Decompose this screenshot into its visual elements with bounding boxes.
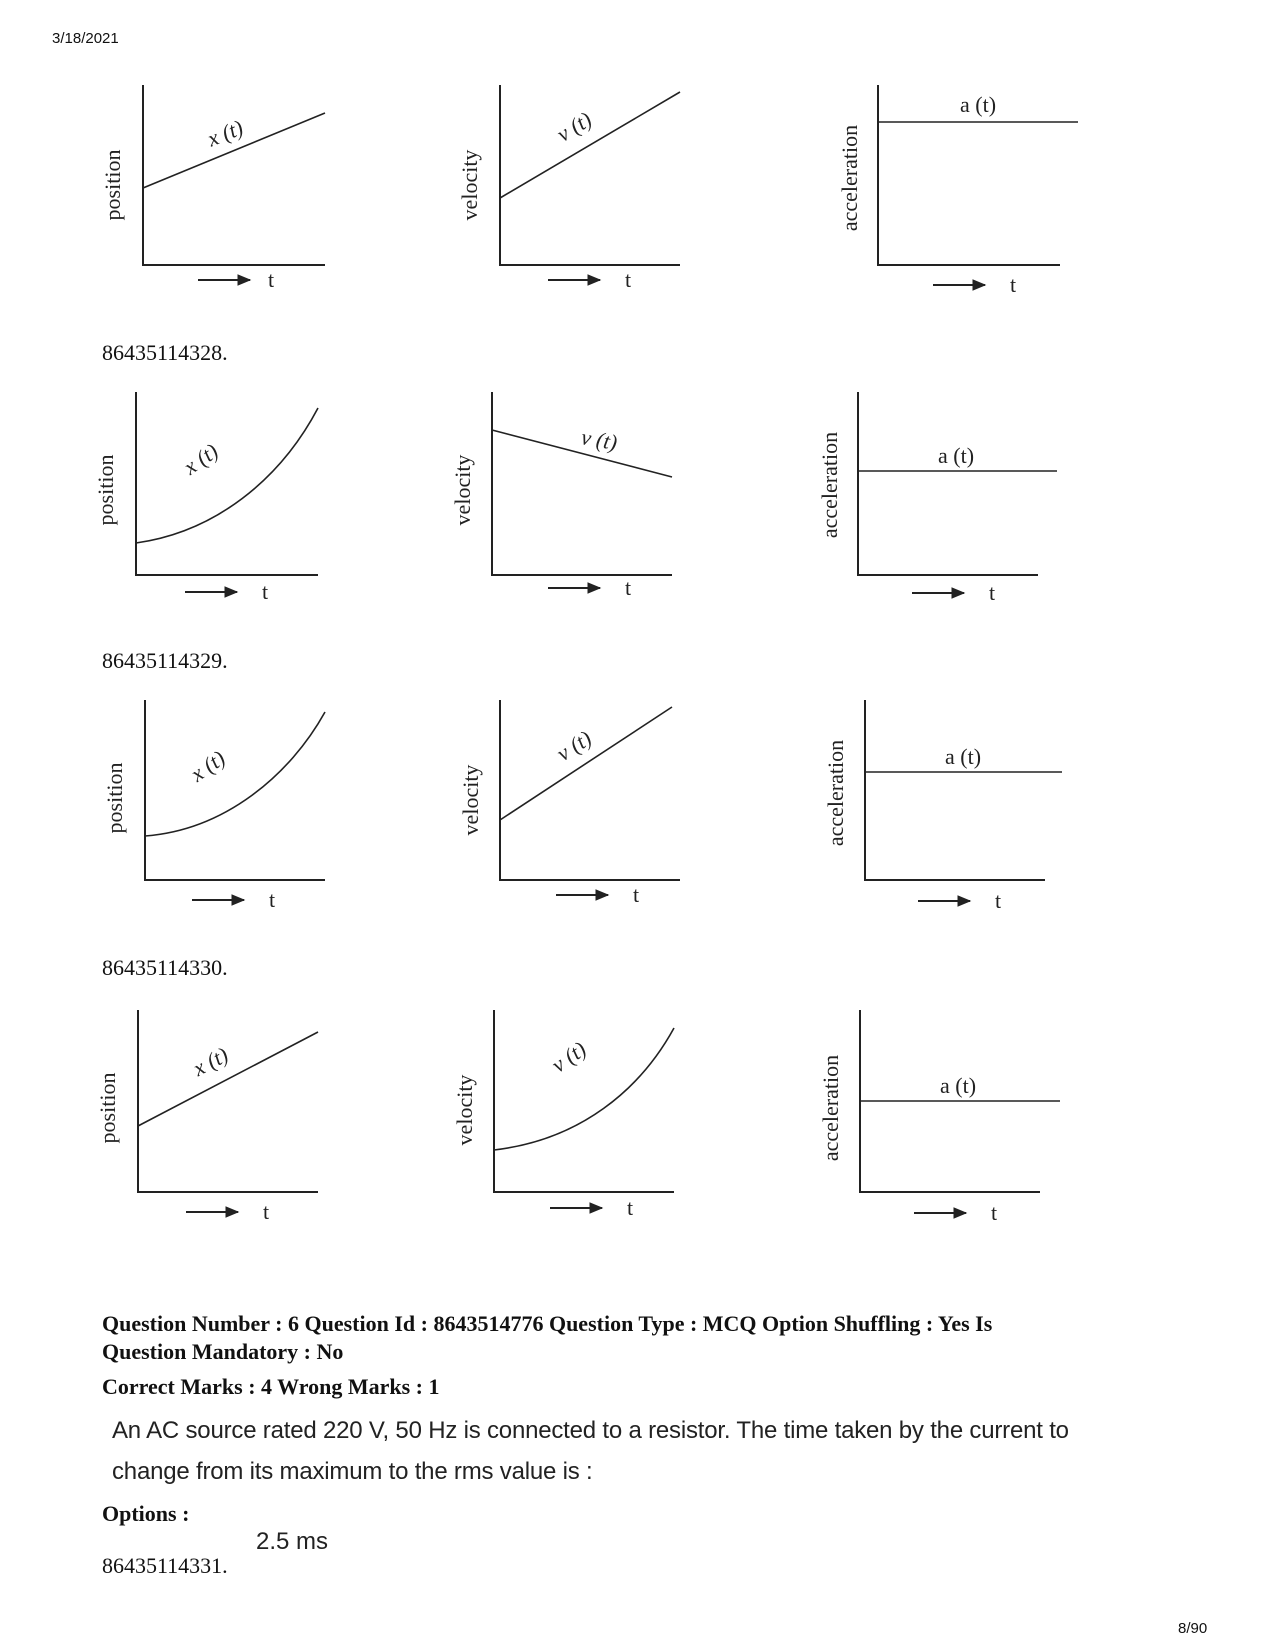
curve-label-v: v (t) [546,1036,591,1078]
axis-label-velocity: velocity [457,149,482,221]
axis-label-t: t [261,579,269,604]
axis-label-t: t [994,888,1002,913]
axis-label-velocity: velocity [450,454,475,526]
axis-label-t: t [624,267,632,292]
graph-row-2 [93,392,1057,605]
position-graph [95,1010,318,1224]
option-id: 86435114331. [102,1553,228,1578]
axis-label-velocity: velocity [452,1074,477,1146]
axis-label-t: t [1009,272,1017,297]
axis-label-t: t [988,580,996,605]
curve-label-x: x (t) [185,745,230,787]
velocity-graph [452,1010,674,1220]
axis-label-acceleration: acceleration [818,1054,843,1162]
velocity-graph [458,700,680,907]
question-meta [102,1310,1182,1366]
axis-label-acceleration: acceleration [837,124,862,232]
question-marks: Correct Marks : 4 Wrong Marks : 1 [102,1374,440,1399]
curve-label-v: v (t) [552,106,596,147]
graph-row-4 [95,1010,1060,1225]
position-graph [100,85,325,292]
graph-row-1 [100,85,1078,297]
question-text-line: An AC source rated 220 V, 50 Hz is connected to a resistor. The time taken by the current to [112,1417,1069,1444]
acceleration-graph [818,1010,1060,1225]
graph-row-3 [102,700,1062,913]
curve-label-x: x (t) [178,438,223,480]
axis-label-position: position [102,762,127,834]
curve-label-v: v (t) [579,424,620,456]
question-meta-line: Question Number : 6 Question Id : 8643514776 Question Type : MCQ Option Shuffling : Yes Is [102,1311,993,1336]
curve-label-a: a (t) [959,92,997,117]
acceleration-graph [823,700,1062,913]
velocity-graph [457,85,680,292]
page-number: 8/90 [1178,1620,1208,1637]
options-heading: Options : [102,1501,190,1526]
axis-label-t: t [268,887,276,912]
print-date: 3/18/2021 [52,30,119,47]
position-graph [93,392,318,604]
curve-label-a: a (t) [939,1073,977,1098]
curve-label-x: x (t) [203,114,247,152]
question-meta-line: Question Mandatory : No [102,1339,344,1364]
axis-label-velocity: velocity [458,764,483,836]
axis-label-t: t [990,1200,998,1225]
option-answer: 2.5 ms [256,1528,329,1555]
axis-label-t: t [626,1195,634,1220]
axis-label-t: t [267,267,275,292]
axis-label-position: position [95,1072,120,1144]
axis-label-t: t [632,882,640,907]
acceleration-graph [817,392,1057,605]
axis-label-t: t [624,575,632,600]
option-id: 86435114328. [102,340,228,365]
question-text [112,1410,1192,1492]
axis-label-position: position [93,454,118,526]
question-text-line: change from its maximum to the rms value is : [112,1458,593,1485]
curve-label-v: v (t) [551,725,596,767]
axis-label-position: position [100,149,125,221]
option-id: 86435114329. [102,648,228,673]
position-graph [102,700,325,912]
axis-label-acceleration: acceleration [823,739,848,847]
acceleration-graph [837,85,1078,297]
curve-label-x: x (t) [188,1041,233,1081]
option-id: 86435114330. [102,955,228,980]
velocity-graph [450,392,672,600]
curve-label-a: a (t) [937,443,975,468]
curve-label-a: a (t) [944,744,982,769]
axis-label-acceleration: acceleration [817,431,842,539]
axis-label-t: t [262,1199,270,1224]
